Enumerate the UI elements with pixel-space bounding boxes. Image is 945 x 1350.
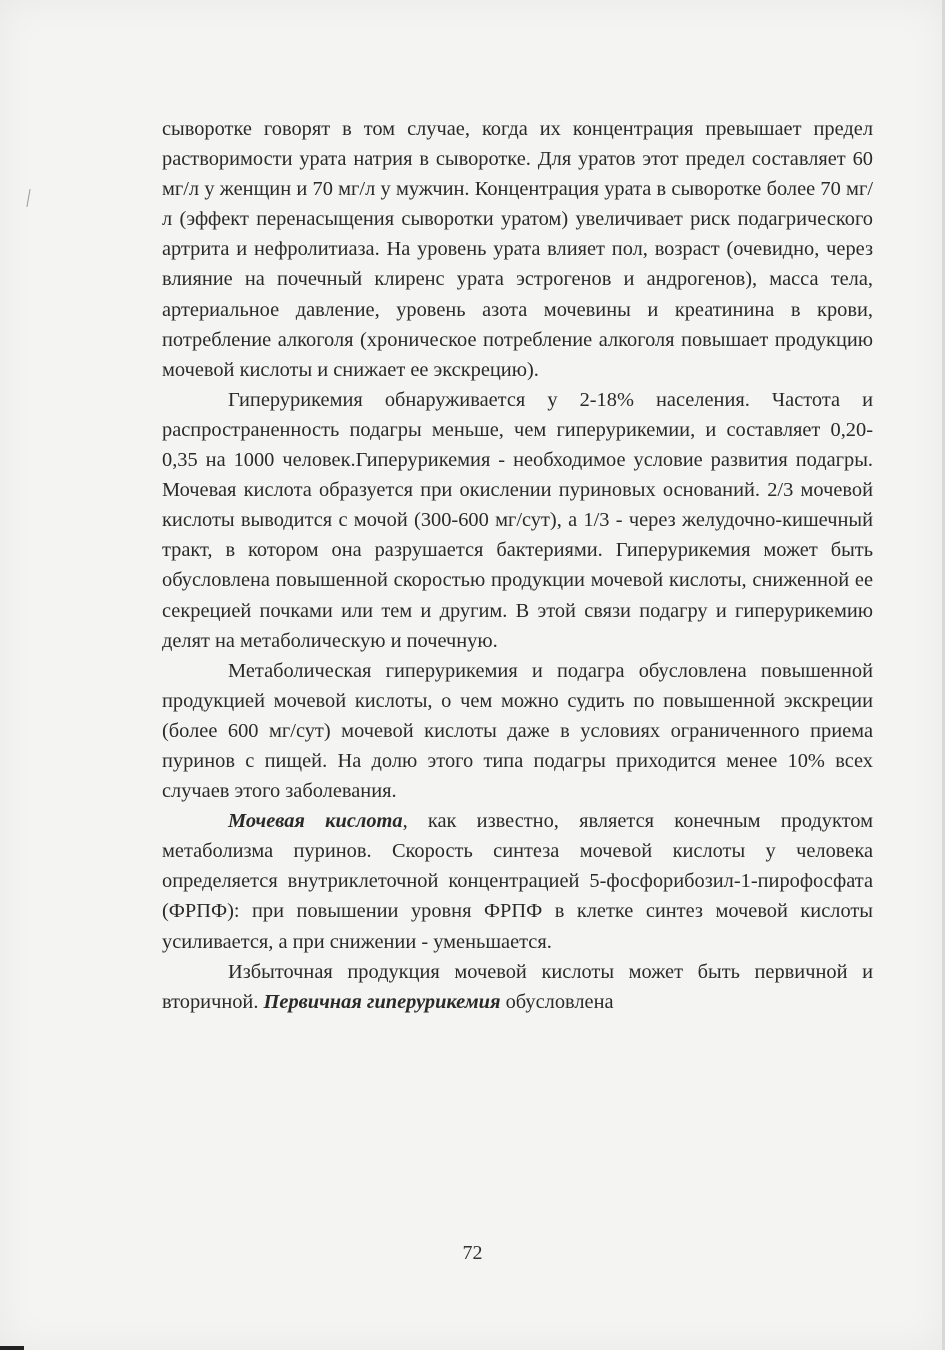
margin-pencil-mark: [26, 189, 30, 207]
term-uric-acid: Мочевая кислота: [228, 810, 403, 833]
paragraph-3-text: Метаболическая гиперурикемия и подагра обусловлена повышенной продукцией мочевой кислоты, о чем можно судить по повышенной экскреции (более 600 мг/сут) мочевой кислоты даже в условиях ограниченного приема пуринов с пищей. На долю этого типа подагры приходится менее 10% всех случаев этого заболевания.: [162, 659, 873, 803]
paragraph-1-text: сыворотке говорят в том случае, когда их концентрация превышает предел растворимости урата натрия в сыворотке. Для уратов этот предел составляет 60 мг/л у женщин и 70 мг/л у мужчин. Концентрация урата в сыворотке более 70 мг/л (эффект перенасыщения сыворотки уратом) увеличивает риск подагрического артрита и нефролитиаза. На уровень урата влияет пол, возраст (очевидно, через влияние на почечный клиренс урата эстрогенов и андрогенов), масса тела, артериальное давление, уровень азота мочевины и креатинина в крови, потребление алкоголя (хроническое потребление алкоголя повышает продукцию мочевой кислоты и снижает ее экскрецию).: [162, 118, 873, 381]
paragraph-4: [162, 806, 873, 956]
term-primary-hyperuricemia: Первичная гиперурикемия: [263, 990, 501, 1013]
paragraph-1: [162, 114, 873, 385]
scan-corner-mark: [0, 1346, 24, 1350]
paragraph-4-text: , как известно, является конечным продуктом метаболизма пуринов. Скорость синтеза мочевой кислоты у человека определяется внутриклеточной концентрацией 5-фосфорибозил-1-пирофосфата (ФРПФ): при повышении уровня ФРПФ в клетке синтез мочевой кислоты усиливается, а при снижении - уменьшается.: [162, 810, 873, 953]
paragraph-5-text-start: Избыточная продукция мочевой кислоты может быть первичной и вторичной.: [162, 960, 873, 1013]
paragraph-5: [162, 957, 873, 1017]
paragraph-5-text-end: обусловлена: [500, 990, 614, 1013]
paragraph-3: [162, 656, 873, 806]
body-text: [162, 114, 873, 1017]
paragraph-2: [162, 385, 873, 656]
page-number: 72: [462, 1242, 483, 1264]
paragraph-2-text: Гиперурикемия обнаруживается у 2-18% населения. Частота и распространенность подагры меньше, чем гиперурикемии, и составляет 0,20-0,35 на 1000 человек.Гиперурикемия - необходимое условие развития подагры. Мочевая кислота образуется при окислении пуриновых оснований. 2/3 мочевой кислоты выводится с мочой (300-600 мг/сут), а 1/3 - через желудочно-кишечный тракт, в котором она разрушается бактериями. Гиперурикемия может быть обусловлена повышенной скоростью продукции мочевой кислоты, сниженной ее секрецией почками или тем и другим. В этой связи подагру и гиперурикемию делят на метаболическую и почечную.: [162, 388, 873, 652]
